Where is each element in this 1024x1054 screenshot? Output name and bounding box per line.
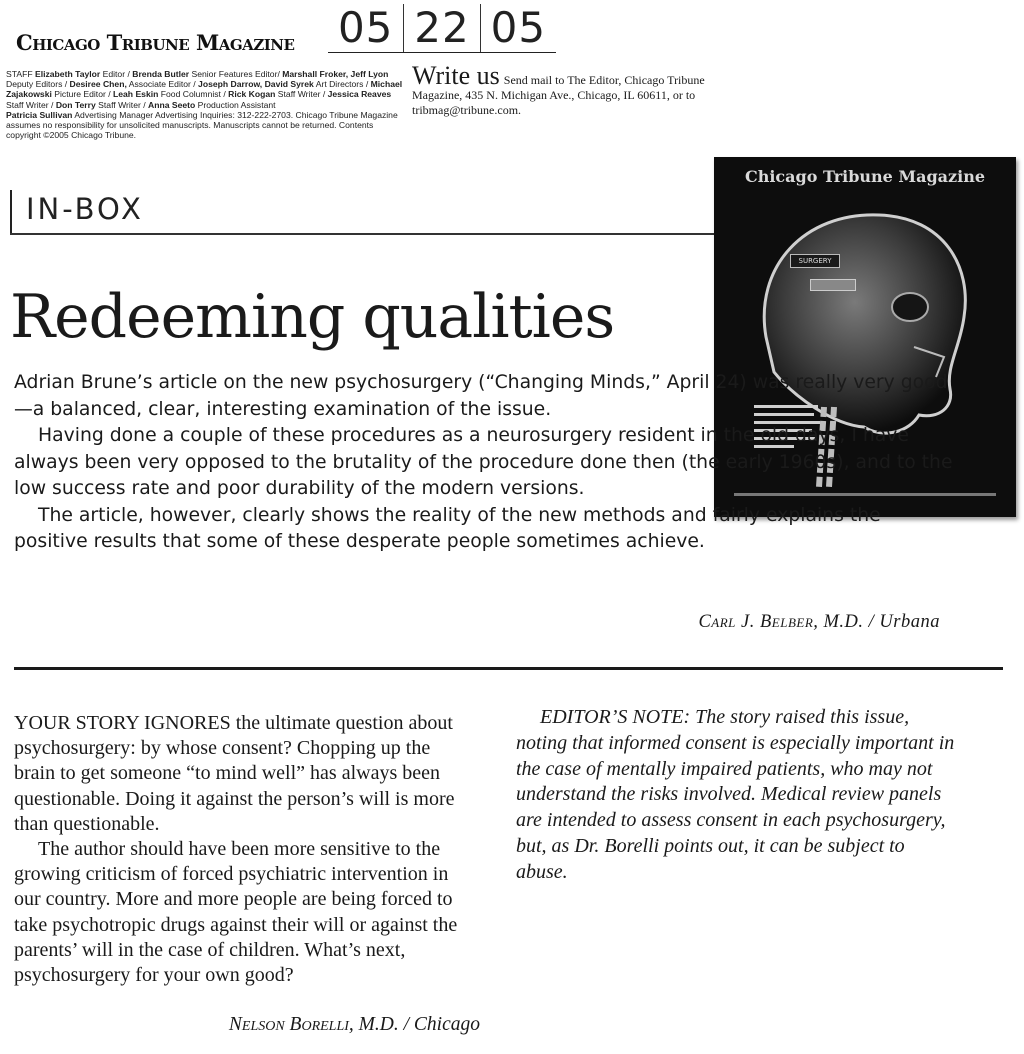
staff-name: Don Terry xyxy=(55,99,96,110)
staff-name: Brenda Butler xyxy=(132,69,190,79)
letter-paragraph: Having done a couple of these procedures as a neurosurgery resident in the old days, I have always been very opposed to the brutality of the procedure done then (the early 1960s), and to the low success rate and poor durability of the modern versions. xyxy=(14,425,953,499)
staff-name: Michael Zajakowski xyxy=(6,79,403,100)
date-day: 22 xyxy=(403,4,479,52)
cover-surgery-tag: SURGERY xyxy=(790,254,840,268)
write-us-box xyxy=(412,61,742,118)
staff-name: Anna Seeto xyxy=(148,99,196,110)
signature-place: / Chicago xyxy=(403,1014,480,1035)
article-headline: Redeeming qualities xyxy=(10,282,615,352)
date-year: 05 xyxy=(480,4,556,52)
staff-prefix: STAFF xyxy=(6,69,33,79)
cover-label-bar xyxy=(810,279,856,291)
staff-role: Staff Writer / xyxy=(98,99,146,110)
letter-paragraph: Adrian Brune’s article on the new psychosurgery (“Changing Minds,” April 24) was really very good—a balanced, clear, interesting examination of the issue. xyxy=(14,372,948,420)
section-rule-horizontal xyxy=(10,233,722,235)
ad-manager-name: Patricia Sullivan xyxy=(6,109,73,120)
section-rule-vertical xyxy=(10,190,12,234)
staff-role: Editor / xyxy=(102,69,130,79)
letter-paragraph: The article, however, clearly shows the reality of the new methods and fairly explains the positive results that some of these desperate people sometimes achieve. xyxy=(14,504,881,552)
signature-name: Nelson Borelli, M.D. xyxy=(228,1014,399,1035)
signature-name: Carl J. Belber, M.D. xyxy=(698,612,864,632)
letter-signature xyxy=(100,1014,480,1036)
letter-signature xyxy=(540,612,940,633)
staff-role: Staff Writer / xyxy=(6,99,54,110)
staff-box xyxy=(6,69,404,140)
letter-paragraph xyxy=(14,711,474,837)
signature-place: / Urbana xyxy=(868,612,940,632)
staff-name: Marshall Froker, Jeff Lyon xyxy=(282,69,389,79)
section-label: IN-BOX xyxy=(26,192,144,226)
ad-disclaimer: Advertising Manager Advertising Inquiries: 312-222-2703. Chicago Tribune Magazine assumes no responsibility for unsolicited manuscripts. Manuscripts cannot be returned. Contents copyright ©2005 Chicago Tribune. xyxy=(6,109,398,141)
staff-role: Art Directors / xyxy=(315,79,369,90)
letter-borelli xyxy=(14,711,474,988)
issue-date xyxy=(328,4,556,53)
write-us-heading: Write us xyxy=(412,61,500,90)
editors-note xyxy=(516,705,956,886)
letter-paragraph-text: the ultimate question about psychosurgery: by whose consent? Chopping up the brain to get someone “to mind well” has always been questionable. Doing it against the person’s will is more than questionable. xyxy=(14,712,455,835)
letter-belber xyxy=(14,370,954,556)
staff-role: Deputy Editors / xyxy=(6,79,68,90)
letter-lead-in: YOUR STORY IGNORES xyxy=(14,712,231,734)
staff-role: Staff Writer / xyxy=(277,89,326,100)
staff-name: Jessica Reaves xyxy=(327,89,392,100)
staff-name: Elizabeth Taylor xyxy=(34,69,101,79)
section-divider xyxy=(14,667,1003,670)
write-us-text: Send mail to The Editor, Chicago Tribune Magazine, 435 N. Michigan Ave., Chicago, IL 60611, or to tribmag@tribune.com. xyxy=(412,73,705,117)
staff-name: Leah Eskin xyxy=(113,89,159,100)
masthead-logo: Chicago Tribune Magazine xyxy=(16,30,295,55)
staff-name: Joseph Darrow, David Syrek xyxy=(198,79,314,90)
staff-name: Rick Kogan xyxy=(228,89,276,100)
staff-name: Desiree Chen, xyxy=(69,79,127,90)
cover-title: Chicago Tribune Magazine xyxy=(744,167,986,186)
date-month: 05 xyxy=(337,3,394,52)
letter-paragraph: The author should have been more sensitive to the growing criticism of forced psychiatric intervention in our country. More and more people are being forced to take psychotropic drugs against their will or against the parents’ will in the case of children. What’s next, psychosurgery for your own good? xyxy=(14,838,458,987)
staff-role: Production Assistant xyxy=(197,99,276,110)
editors-note-text: EDITOR’S NOTE: The story raised this issue, noting that informed consent is especially important in the case of mentally impaired patients, who may not understand the risks involved. Medical review panels are intended to assess consent in each psychosurgery, but, as Dr. Borelli points out, it can be subject to abuse. xyxy=(516,706,955,883)
staff-role: Picture Editor / xyxy=(54,89,111,100)
staff-role: Senior Features Editor/ xyxy=(191,69,280,79)
staff-role: Food Columnist / xyxy=(160,89,226,100)
staff-role: Associate Editor / xyxy=(128,79,196,90)
